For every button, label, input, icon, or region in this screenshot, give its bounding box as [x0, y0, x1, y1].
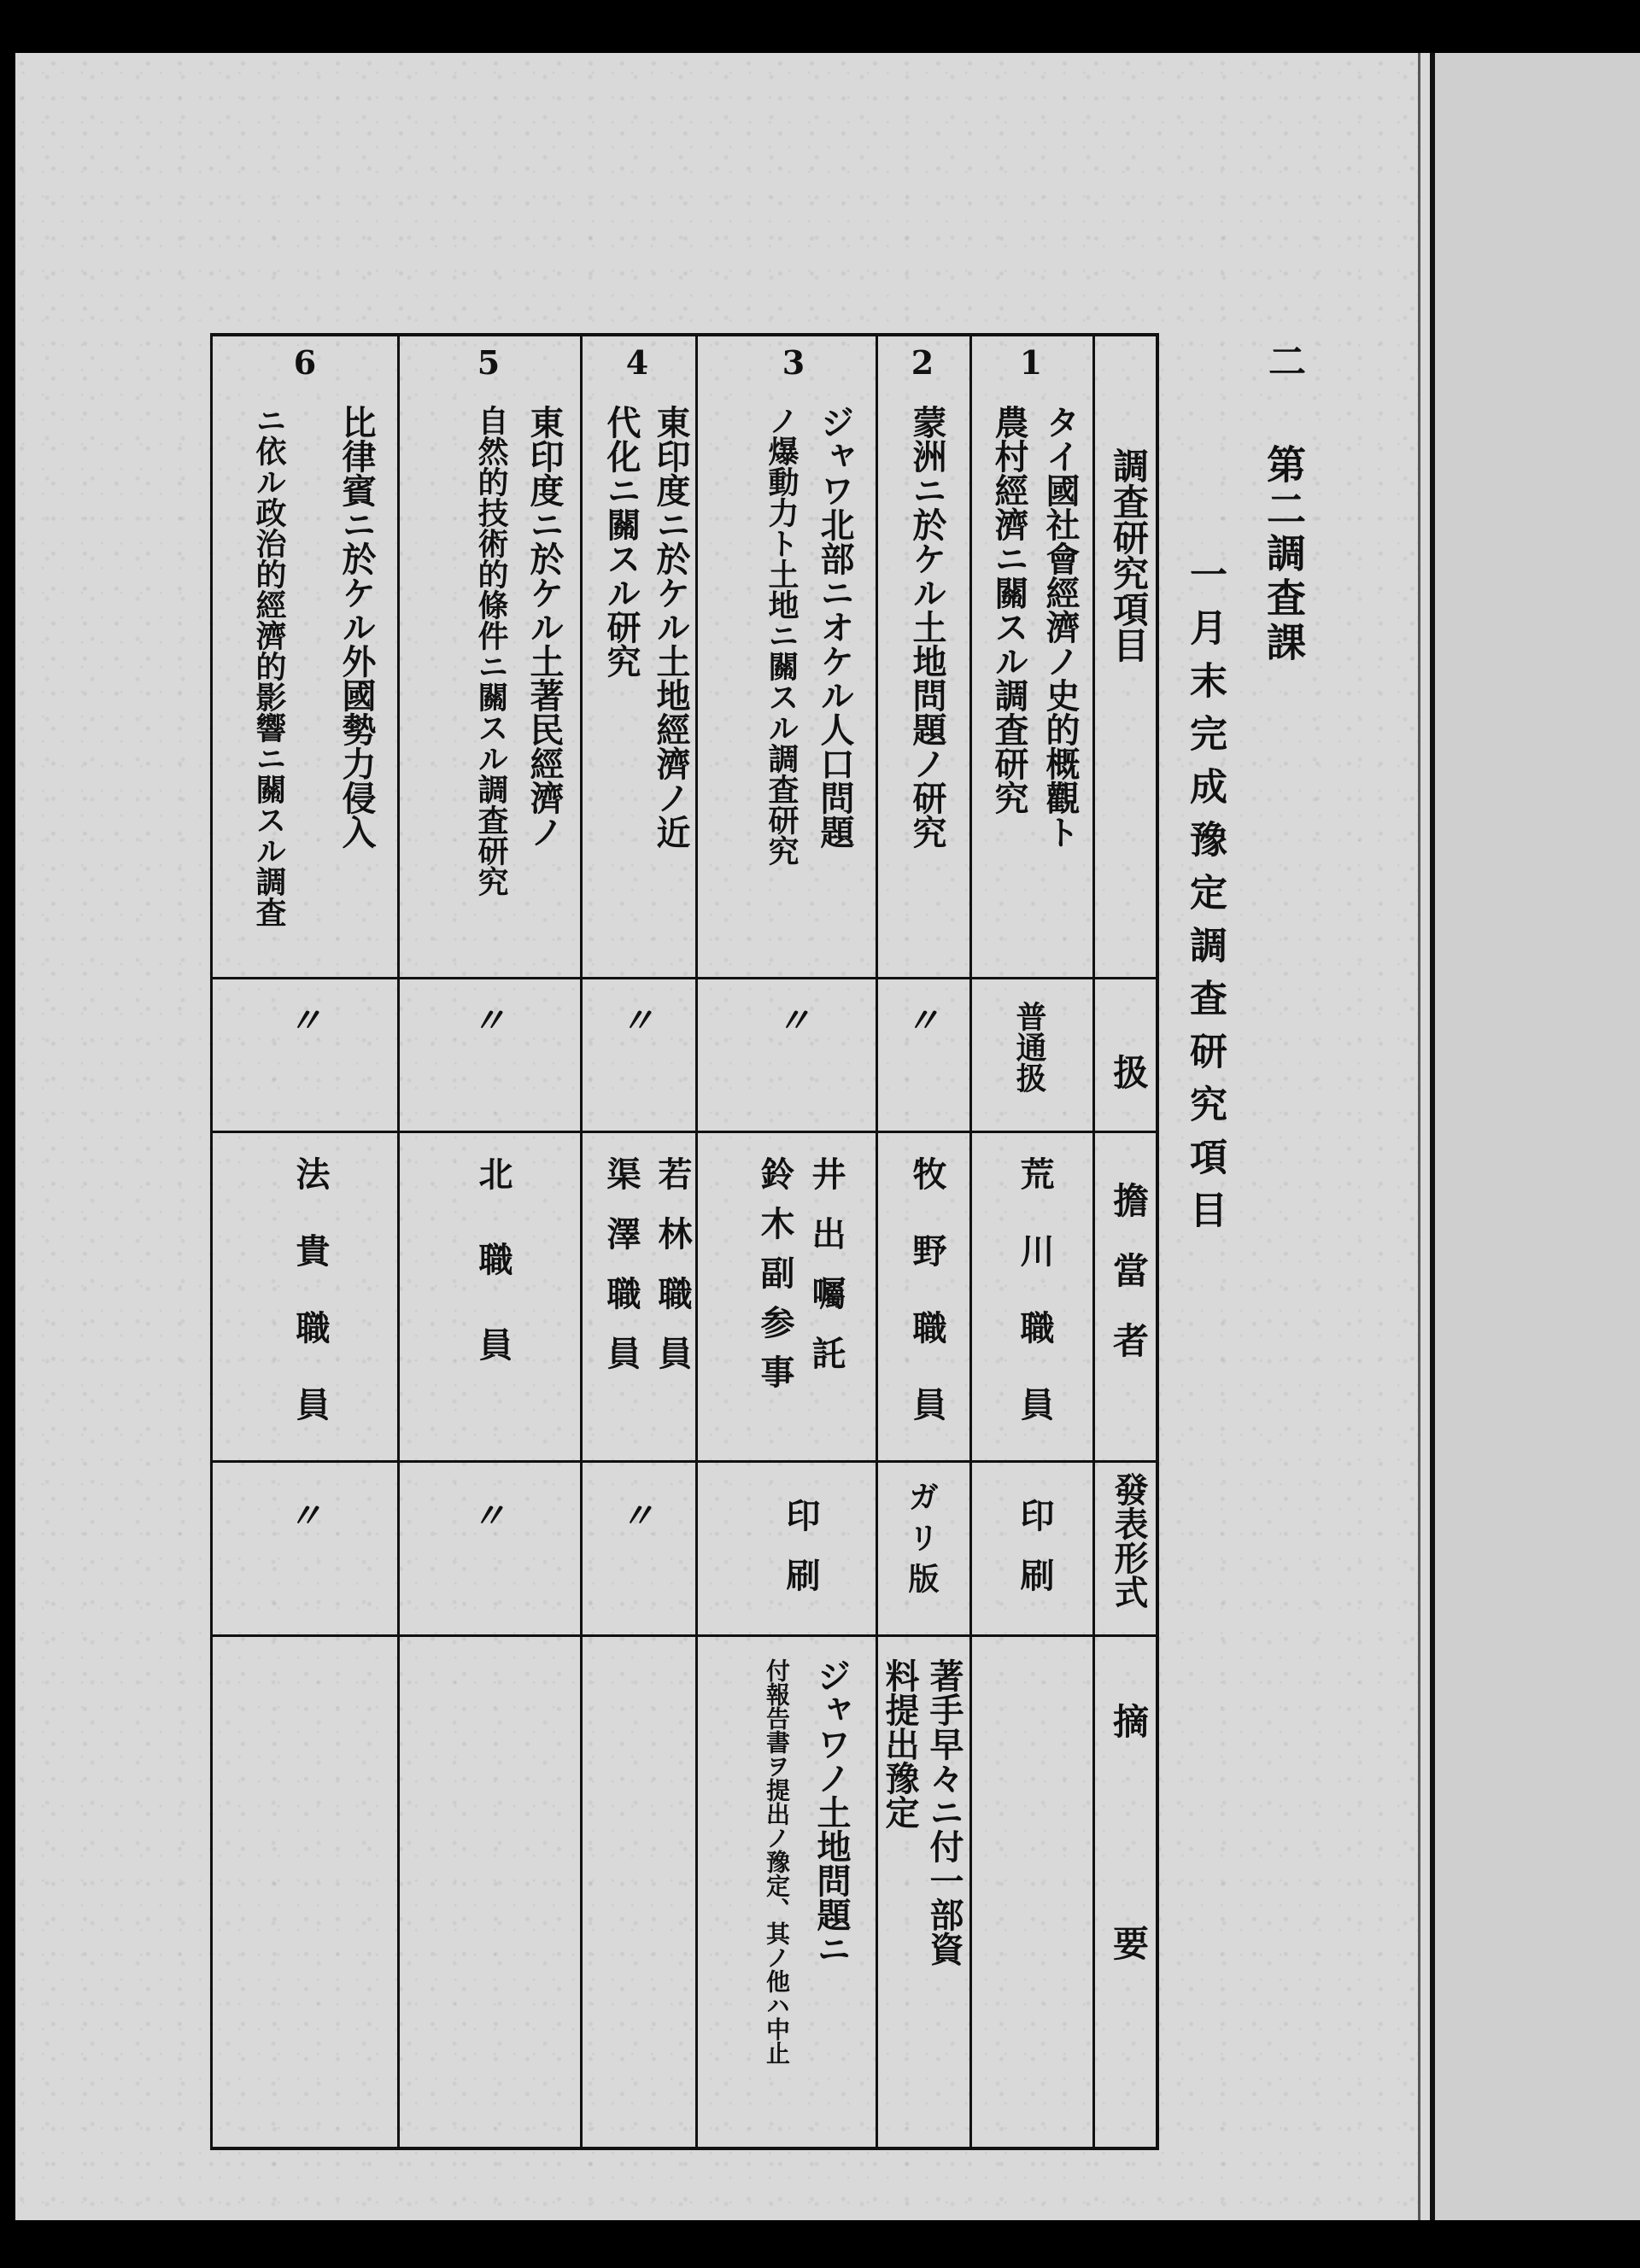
row-format: 印刷	[1015, 1498, 1055, 1617]
scope-section-divider	[213, 1131, 1159, 1133]
row-format-ditto: 〃	[288, 1496, 322, 1536]
row-note-line-1: 著手早々ニ付一部資	[924, 1658, 964, 1966]
row-item-line-1: ジャワ北部ニオケル人口問題	[815, 405, 855, 849]
row-4-column-line	[580, 336, 583, 2147]
row-number: 5	[477, 343, 501, 382]
row-1-column-line	[969, 336, 972, 2147]
page-fold-line	[1418, 53, 1420, 2222]
row-item-line-1: 東印度ニ於ケル土地經濟ノ近	[651, 405, 691, 849]
row-number: 2	[911, 343, 934, 382]
row-item-line-1: 蒙洲ニ於ケル土地問題ノ研究	[907, 405, 947, 849]
section-number: 二	[1262, 342, 1305, 379]
table-right-border	[1156, 336, 1159, 2147]
row-item-line-2: 農村經濟ニ關スル調査研究	[989, 405, 1029, 815]
row-format: 印刷	[781, 1498, 821, 1617]
row-person-1: 北職員	[473, 1156, 513, 1412]
row-person-2: 鈴木副参事	[755, 1156, 795, 1404]
row-format-ditto: 〃	[472, 1496, 506, 1536]
row-item-line-2: ニ依ル政治的經濟的影響ニ關スル調査	[251, 405, 287, 927]
row-person-1: 牧野職員	[907, 1156, 947, 1464]
header-scope: 扱	[1108, 1054, 1150, 1090]
format-section-divider	[213, 1634, 1159, 1637]
row-5-column-line	[397, 336, 400, 2147]
row-format-ditto: 〃	[620, 1496, 654, 1536]
header-column-line	[1092, 336, 1095, 2147]
row-number: 4	[625, 343, 649, 382]
header-note-a: 摘	[1108, 1703, 1150, 1739]
row-scope-ditto: 〃	[905, 1001, 940, 1041]
research-items-table	[210, 333, 1159, 2150]
row-item-line-1: タイ國社會經濟ノ史的概觀ト	[1040, 405, 1081, 849]
row-person-2: 渠澤職員	[601, 1156, 641, 1395]
row-note-line-1: ジャワノ土地問題ニ	[811, 1658, 852, 1966]
header-note-b: 要	[1108, 1925, 1150, 1961]
row-note-line-2: 付報告書ヲ提出ノ豫定、其ノ他ハ中止	[763, 1658, 791, 2065]
scan-border	[0, 2220, 1640, 2268]
row-scope: 普通扱	[1011, 1001, 1047, 1093]
section-title: 第二調査課	[1261, 444, 1307, 666]
row-number: 1	[1019, 343, 1043, 382]
row-item-line-1: 東印度ニ於ケル土著民經濟ノ	[524, 405, 565, 849]
header-format: 發表形式	[1109, 1472, 1149, 1609]
row-item-line-2: 自然的技術的條件ニ關スル調査研究	[473, 405, 509, 897]
item-section-divider	[213, 977, 1159, 979]
adjacent-page-strip	[1435, 53, 1640, 2222]
row-number: 6	[293, 343, 317, 382]
row-scope-ditto: 〃	[620, 1001, 654, 1041]
row-item-line-2: ノ爆動力ト土地ニ關スル調査研究	[764, 405, 800, 866]
row-person-1: 荒川職員	[1015, 1156, 1055, 1464]
header-item: 調査研究項目	[1108, 447, 1150, 663]
row-format: ガリ版	[904, 1481, 940, 1604]
row-item-line-1: 比律賓ニ於ケル外國勢力侵入	[337, 405, 377, 849]
row-person-1: 若林職員	[653, 1156, 693, 1395]
header-person: 擔當者	[1108, 1182, 1150, 1392]
row-item-line-2: 代化ニ關スル研究	[601, 405, 641, 678]
row-scope-ditto: 〃	[776, 1001, 811, 1041]
row-person-1: 法貴職員	[290, 1156, 331, 1464]
row-scope-ditto: 〃	[288, 1001, 322, 1041]
row-person-1: 井出囑託	[806, 1156, 846, 1395]
row-2-column-line	[876, 336, 878, 2147]
document-subtitle: 一月末完成豫定調査研究項目	[1183, 555, 1227, 1243]
row-number: 3	[782, 343, 805, 382]
row-scope-ditto: 〃	[472, 1001, 506, 1041]
row-note-line-2: 料提出豫定	[880, 1658, 920, 1829]
page-binding-edge	[1430, 53, 1435, 2222]
